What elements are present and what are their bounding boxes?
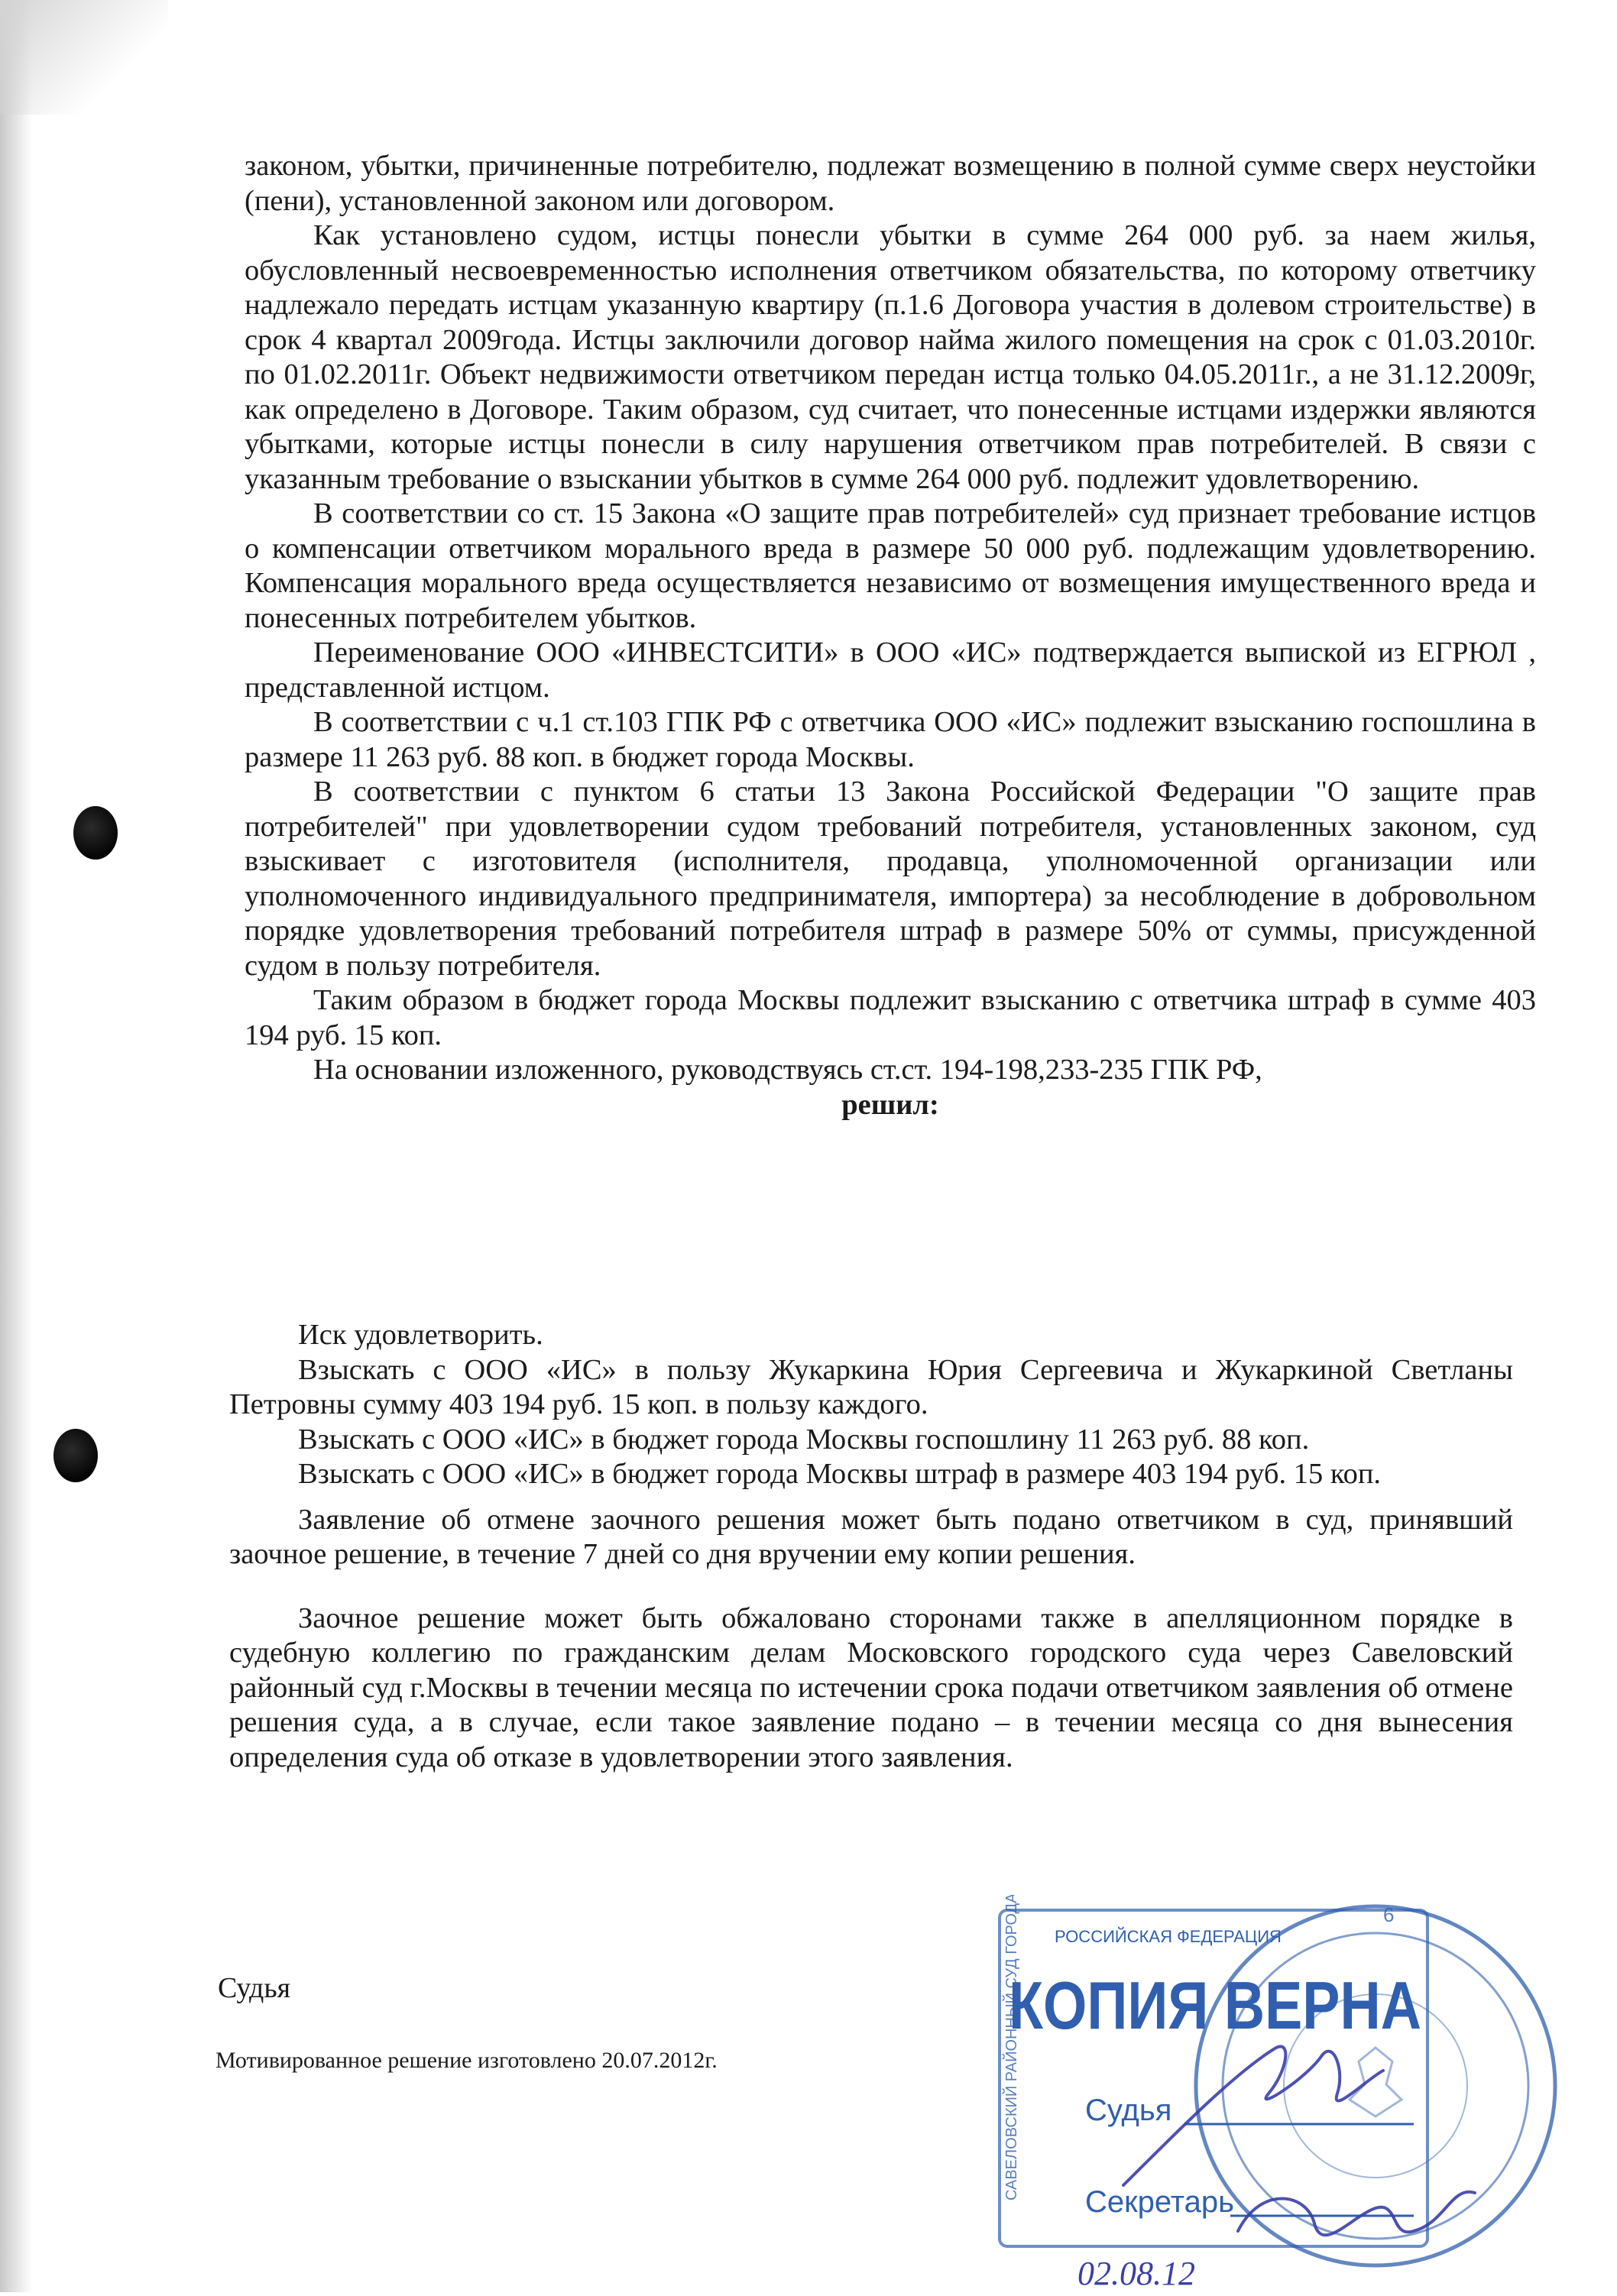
punch-hole-bottom [53, 1429, 98, 1482]
decision-heading: решил: [841, 1088, 939, 1121]
stamp-secretary-label: Секретарь [1085, 2185, 1234, 2219]
paragraph-losses: Как установлено судом, истцы понесли убытки в сумме 264 000 руб. за наем жилья, обусловленный несвоевременностью исполнения ответчиком обязательства, по которому ответчику надлежало передать истцам указанную квартиру (п.1.6 Договора участия в долевом строительстве) в срок 4 квартал 2009года. Истцы заключили договор найма жилого помещения на срок с 01.03.2010г. по 01.02.2011г. Объект недвижимости ответчиком передан истца только 04.05.2011г., а не 31.12.2009г, как определено в Договоре. Таким образом, суд считает, что понесенные истцами издержки являются убытками, которые истцы понесли в силу нарушения ответчиком прав потребителей. В связи с указанным требование о взыскании убытков в сумме 264 000 руб. подлежит удовлетворению. [245, 219, 1536, 495]
secretary-signature [1238, 2192, 1475, 2236]
punch-hole-top [73, 806, 118, 860]
paragraph-damages-law: законом, убытки, причиненные потребителю, подлежат возмещению в полной сумме сверх неустойки (пени), установленной законом или договором. [245, 150, 1536, 217]
handwritten-date: 02.08.12 [1077, 2255, 1195, 2292]
decision-claim-granted: Иск удовлетворить. [298, 1319, 543, 1351]
paragraph-moral-harm: В соответствии со ст. 15 Закона «О защите прав потребителей» суд признает требование истцов о компенсации ответчиком морального вреда в размере 50 000 руб. подлежащим удовлетворению. Компенсация морального вреда осуществляется независимо от возмещения имущественного вреда и понесенных потребителем убытков. [245, 497, 1536, 634]
paragraph-grounds: На основании изложенного, руководствуясь ст.ст. 194-198,233-235 ГПК РФ, [313, 1054, 1262, 1086]
decision-recover-penalty: Взыскать с ООО «ИС» в бюджет города Москвы штраф в размере 403 194 руб. 15 коп. [298, 1458, 1382, 1490]
court-seal [1196, 1903, 1555, 2265]
stamp-judge-label: Судья [1085, 2094, 1172, 2127]
stamp-country: РОССИЙСКАЯ ФЕДЕРАЦИЯ [1055, 1927, 1282, 1946]
certified-copy-stamp [986, 1895, 1567, 2292]
page-corner-shadow [0, 0, 168, 115]
paragraph-state-duty: В соответствии с ч.1 ст.103 ГПК РФ с ответчика ООО «ИС» подлежит взысканию госпошлина в размере 11 263 руб. 88 коп. в бюджет города Москвы. [245, 706, 1536, 773]
decision-recover-duty: Взыскать с ООО «ИС» в бюджет города Москвы госпошлину 11 263 руб. 88 коп. [298, 1423, 1310, 1456]
paragraph-penalty-law: В соответствии с пунктом 6 статьи 13 Закона Российской Федерации "О защите прав потребителей" при удовлетворении судом требований потребителя, установленных законом, суд взыскивает с изготовителя (исполнителя, продавца, уполномоченной организации или уполномоченного индивидуального предпринимателя, импортера) за несоблюдение в добровольном порядке удовлетворения требований потребителя штраф в размере 50% от суммы, присужденной судом в пользу потребителя. [245, 776, 1536, 982]
judge-signature-label: Судья [218, 1972, 291, 2004]
stamp-title: КОПИЯ ВЕРНА [1009, 1967, 1421, 2043]
decision-cancel-application: Заявление об отмене заочного решения может быть подано ответчиком в суд, принявший заочное решение, в течение 7 дней со дня вручении ему копии решения. [229, 1503, 1513, 1570]
eagle-emblem-icon [1350, 2048, 1402, 2116]
decision-recover-plaintiffs: Взыскать с ООО «ИС» в пользу Жукаркина Юрия Сергеевича и Жукаркиной Светланы Петровны сумму 403 194 руб. 15 коп. в пользу каждого. [229, 1353, 1513, 1420]
decision-appeal: Заочное решение может быть обжаловано сторонами также в апелляционном порядке в судебную коллегию по гражданским делам Московского городского суда через Савеловский районный суд г.Москвы в течении месяца по истечении срока подачи ответчиком заявления об отмене решения суда, а в случае, если такое заявление подано – в течении месяца со дня вынесения определения суда об отказе в удовлетворении этого заявления. [229, 1601, 1513, 1773]
seal-number: 6 [1383, 1903, 1395, 1926]
paragraph-renaming: Переименование ООО «ИНВЕСТСИТИ» в ООО «ИС» подтверждается выпиской из ЕГРЮЛ , представленной истцом. [245, 636, 1536, 704]
motivated-decision-note: Мотивированное решение изготовлено 20.07.2012г. [215, 2048, 718, 2073]
paragraph-penalty-amount: Таким образом в бюджет города Москвы подлежит взысканию с ответчика штраф в сумме 403 194 руб. 15 коп. [245, 984, 1536, 1051]
reasoning-section [245, 149, 1536, 1122]
stamp-court-name: САВЕЛОВСКИЙ РАЙОННЫЙ СУД ГОРОДА МОСКВЫ [1003, 1895, 1020, 2200]
decision-section [229, 1318, 1513, 1775]
page-edge-shadow [0, 0, 32, 2292]
certification-box [1000, 1895, 1427, 2246]
